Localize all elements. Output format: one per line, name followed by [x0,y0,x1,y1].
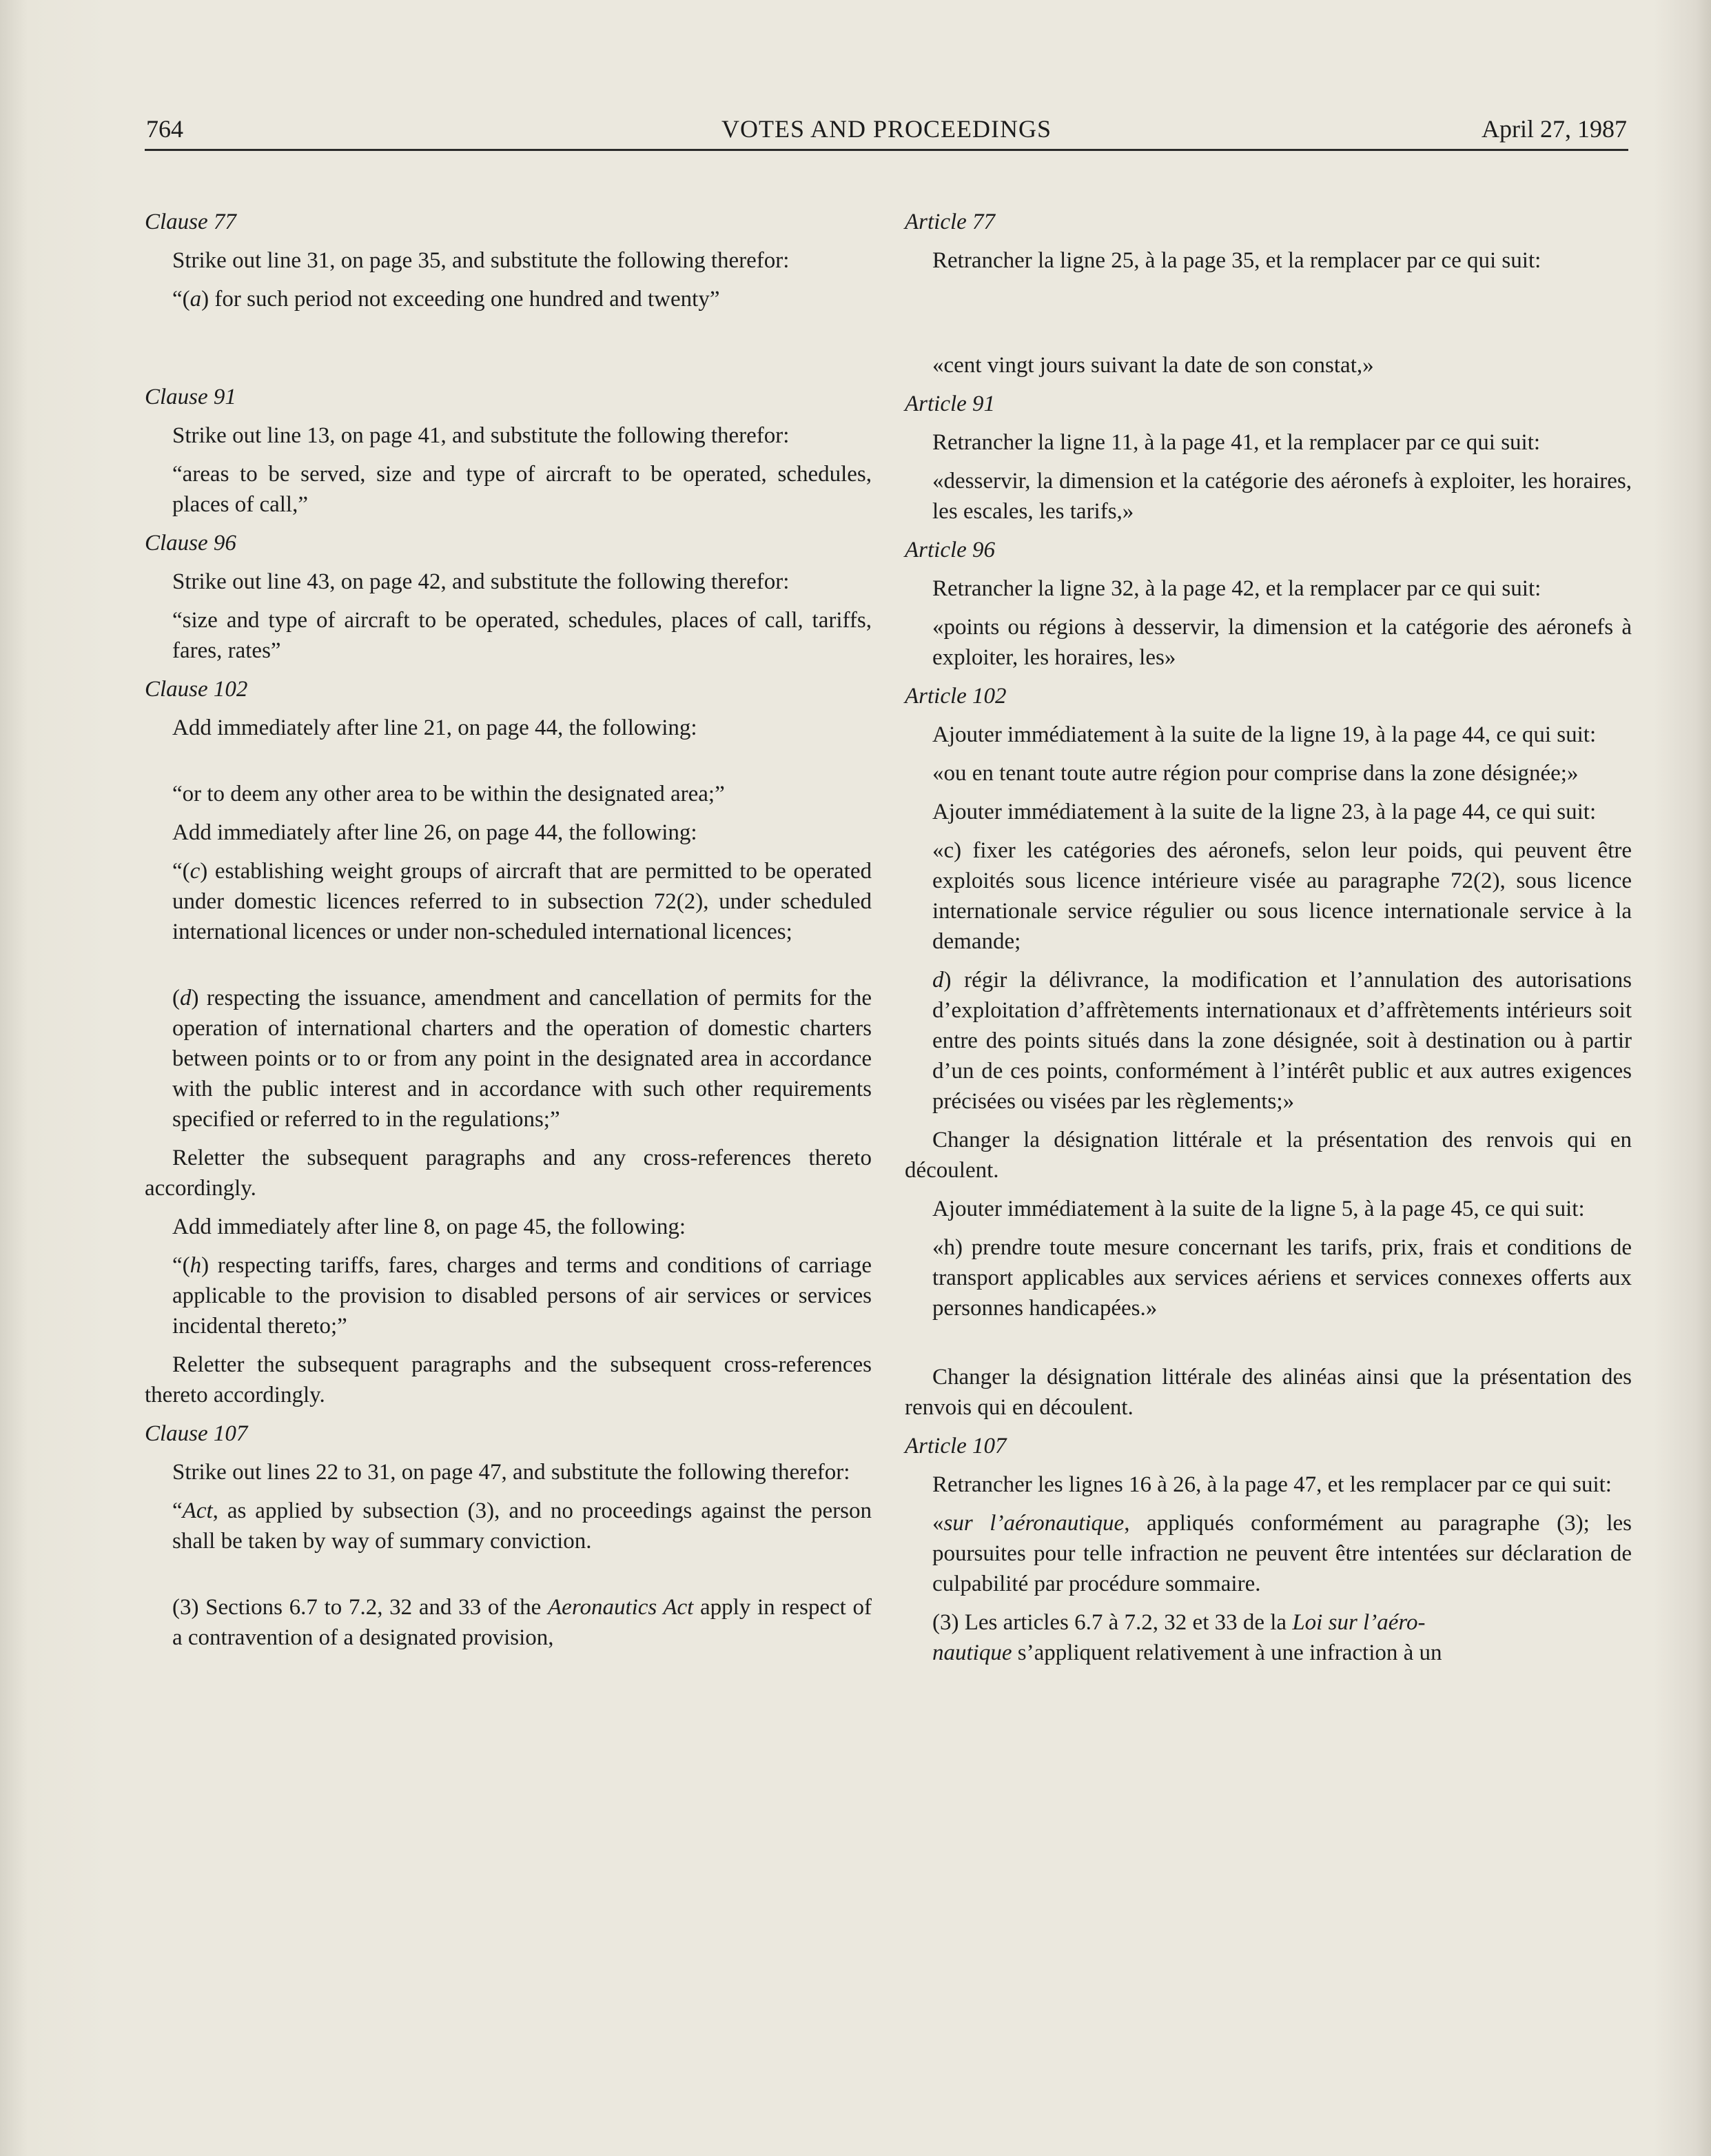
clause-102-paragraph-h: “(h) respecting tariffs, fares, charges and terms and conditions of carriage applicable to the provision to disabled persons of air services or services incidental thereto;” [172,1253,872,1339]
clause-102-instruction-4: Add immediately after line 8, on page 45, the following: [172,1214,686,1239]
clause-102-heading: Clause 102 [145,677,248,702]
article-107-heading: Article 107 [905,1434,1007,1458]
article-107-amendment-2: (3) Les articles 6.7 à 7.2, 32 et 33 de la Loi sur l’aéro- nautique s’appliquent relativement à une infraction à un [932,1610,1442,1665]
spacer [905,284,1632,350]
article-107-instruction: Retrancher les lignes 16 à 26, à la page 47, et les remplacer par ce qui suit: [932,1472,1612,1497]
spacer [145,1565,872,1592]
clause-107-heading: Clause 107 [145,1421,248,1446]
article-102-heading: Article 102 [905,684,1007,709]
clause-107-amendment-1: “Act, as applied by subsection (3), and no proceedings against the person shall be taken by way of summary conviction. [172,1498,872,1554]
article-102-amendment-1: «ou en tenant toute autre région pour comprise dans la zone désignée;» [932,761,1579,786]
clause-91-amendment: “areas to be served, size and type of aircraft to be operated, schedules, places of call,” [172,462,872,517]
article-77-instruction: Retrancher la ligne 25, à la page 35, et la remplacer par ce qui suit: [932,248,1541,273]
article-102-instruction-4: Ajouter immédiatement à la suite de la ligne 5, à la page 45, ce qui suit: [932,1197,1585,1221]
spacer [145,955,872,983]
clause-77-amendment: “(a) for such period not exceeding one hundred and twenty” [172,287,720,312]
article-102-instruction-3: Changer la désignation littérale et la présentation des renvois qui en découlent. [905,1128,1632,1183]
clause-107-instruction: Strike out lines 22 to 31, on page 47, and substitute the following therefor: [172,1460,850,1485]
clause-102-instruction-2: Add immediately after line 26, on page 44, the following: [172,820,697,845]
clause-96-heading: Clause 96 [145,531,236,556]
article-91-amendment: «desservir, la dimension et la catégorie des aéronefs à exploiter, les horaires, les escales, les tarifs,» [932,469,1632,524]
french-column [905,207,1632,1676]
english-column [145,207,872,1661]
clause-96-amendment: “size and type of aircraft to be operated, schedules, places of call, tariffs, fares, rates” [172,608,872,663]
article-102-instruction-1: Ajouter immédiatement à la suite de la ligne 19, à la page 44, ce qui suit: [932,722,1597,747]
clause-102-paragraph-c: “(c) establishing weight groups of aircraft that are permitted to be operated under domestic licences referred to in subsection 72(2), under scheduled international licences or under non-scheduled international licences; [172,859,872,944]
clause-102-instruction-3: Reletter the subsequent paragraphs and any cross-references thereto accordingly. [145,1146,872,1201]
clause-91-heading: Clause 91 [145,385,236,409]
clause-102-paragraph-d: (d) respecting the issuance, amendment and cancellation of permits for the operation of international charters and the operation of domestic charters between points or to or from any point in the designated area in accordance with the public interest and in accordance with such other requirements specified or referred to in the regulations;” [172,986,872,1132]
article-102-instruction-2: Ajouter immédiatement à la suite de la ligne 23, à la page 44, ce qui suit: [932,800,1597,824]
clause-91-instruction: Strike out line 13, on page 41, and substitute the following therefor: [172,423,790,448]
article-102-instruction-5: Changer la désignation littérale des alinéas ainsi que la présentation des renvois qui en découlent. [905,1365,1632,1420]
clause-102-amendment-1: “or to deem any other area to be within the designated area;” [172,782,725,806]
article-102-paragraph-c: «c) fixer les catégories des aéronefs, selon leur poids, qui peuvent être exploités sous licence intérieure visée au paragraphe 72(2), sous licence internationale service régulier ou sous licence internationale service à la demande; [932,838,1632,954]
article-102-paragraph-d: d) régir la délivrance, la modification et l’annulation des autorisations d’exploitation d’affrètements internationaux et d’affrètements intérieurs soit entre des points situés dans la zone désignée, soit à destination ou à partir d’un de ces points, conformément à l’intérêt public et aux autres exigences précisées ou visées par les règlements;» [932,968,1632,1114]
spacer [145,751,872,779]
clause-96-instruction: Strike out line 43, on page 42, and substitute the following therefor: [172,569,790,594]
clause-77-instruction: Strike out line 31, on page 35, and substitute the following therefor: [172,248,790,273]
article-77-heading: Article 77 [905,210,996,234]
clause-107-amendment-2: (3) Sections 6.7 to 7.2, 32 and 33 of the Aeronautics Act apply in respect of a contravention of a designated provision, [172,1595,872,1650]
page-number: 764 [146,115,183,143]
article-96-heading: Article 96 [905,538,996,562]
spacer [905,1332,1632,1362]
running-title: VOTES AND PROCEEDINGS [721,115,1052,143]
article-77-amendment: «cent vingt jours suivant la date de son constat,» [932,353,1374,378]
article-96-instruction: Retrancher la ligne 32, à la page 42, et la remplacer par ce qui suit: [932,576,1541,601]
clause-102-instruction-5: Reletter the subsequent paragraphs and the subsequent cross-references thereto accordingly. [145,1352,872,1407]
article-107-amendment-1: «sur l’aéronautique, appliqués conformément au paragraphe (3); les poursuites pour telle infraction ne peuvent être intentées sur déclaration de culpabilité par procédure sommaire. [932,1511,1632,1596]
header-date: April 27, 1987 [1482,115,1627,143]
page-header [145,110,1628,151]
article-96-amendment: «points ou régions à desservir, la dimension et la catégorie des aéronefs à exploiter, les horaires, les» [932,615,1632,670]
article-91-heading: Article 91 [905,391,996,416]
clause-77-heading: Clause 77 [145,210,236,234]
clause-102-instruction-1: Add immediately after line 21, on page 44, the following: [172,715,697,740]
spacer [145,323,872,382]
article-102-paragraph-h: «h) prendre toute mesure concernant les tarifs, prix, frais et conditions de transport applicables aux services aériens et services connexes offerts aux personnes handicapées.» [932,1235,1632,1321]
article-91-instruction: Retrancher la ligne 11, à la page 41, et la remplacer par ce qui suit: [932,430,1541,455]
